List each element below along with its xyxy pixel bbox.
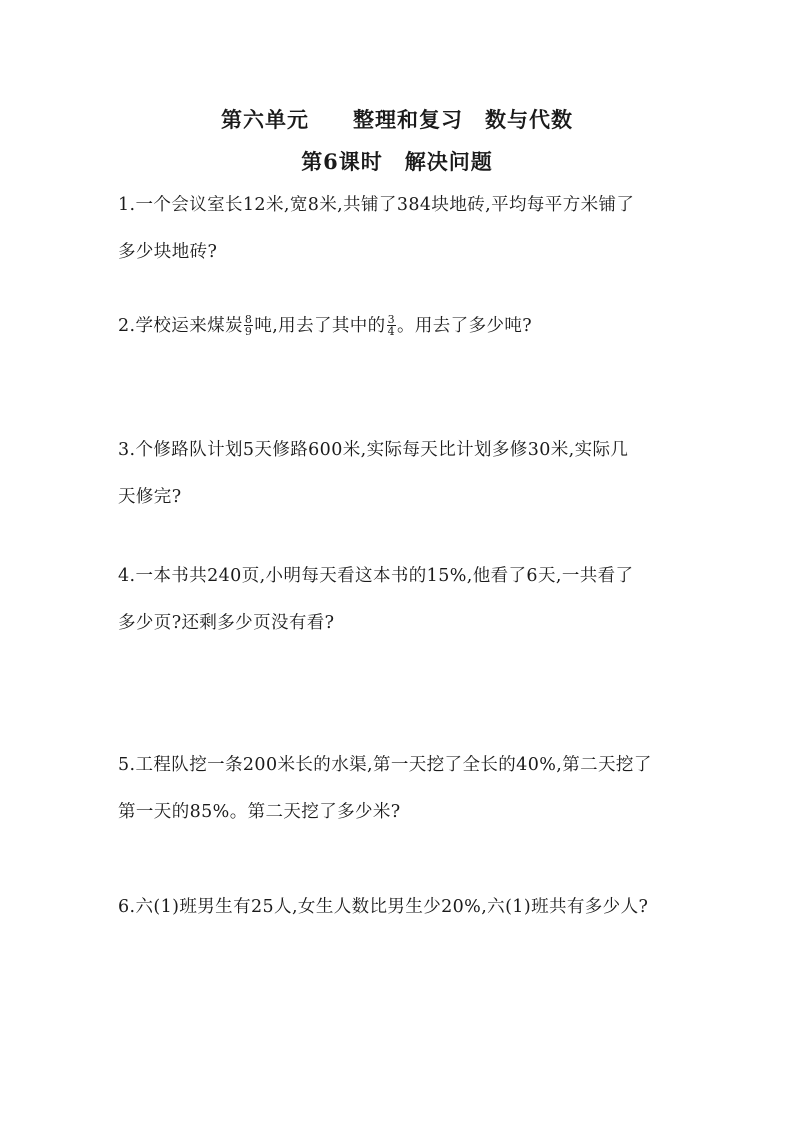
question-6 [118,884,698,931]
question-3-line-1: 3.个修路队计划5天修路600米,实际每天比计划多修30米,实际几 [118,440,629,460]
fraction-denominator: 4 [387,325,395,338]
question-2 [118,303,688,350]
question-1 [118,182,688,276]
fraction-eight-ninths [244,314,253,337]
question-6-line-1: 6.六(1)班男生有25人,女生人数比男生少20%,六(1)班共有多少人? [118,897,649,917]
question-4 [118,553,688,647]
fraction-numerator: 3 [387,313,395,326]
question-1-line-2: 多少块地砖? [118,242,218,262]
question-5-line-1: 5.工程队挖一条200米长的水渠,第一天挖了全长的40%,第二天挖了 [118,755,652,775]
question-4-line-1: 4.一本书共240页,小明每天看这本书的15%,他看了6天,一共看了 [118,566,634,586]
unit-title: 第六单元 整理和复习 数与代数 [221,107,573,132]
question-5 [118,742,688,836]
question-4-line-2: 多少页?还剩多少页没有看? [118,613,335,633]
question-5-line-2: 第一天的85%。第二天挖了多少米? [118,802,401,822]
lesson-title: 第6课时 解决问题 [301,149,493,174]
question-3 [118,427,688,521]
question-3-line-2: 天修完? [118,487,182,507]
question-2-text-a: 2.学校运来煤炭 [118,316,243,336]
fraction-denominator: 9 [244,325,253,338]
fraction-numerator: 8 [244,313,253,326]
question-2-text-b: 吨,用去了其中的 [254,316,386,336]
question-2-line-1 [118,303,688,350]
fraction-three-quarters [387,314,396,337]
question-2-text-c: 。用去了多少吨? [396,316,533,336]
question-1-line-1: 1.一个会议室长12米,宽8米,共铺了384块地砖,平均每平方米铺了 [118,195,635,215]
